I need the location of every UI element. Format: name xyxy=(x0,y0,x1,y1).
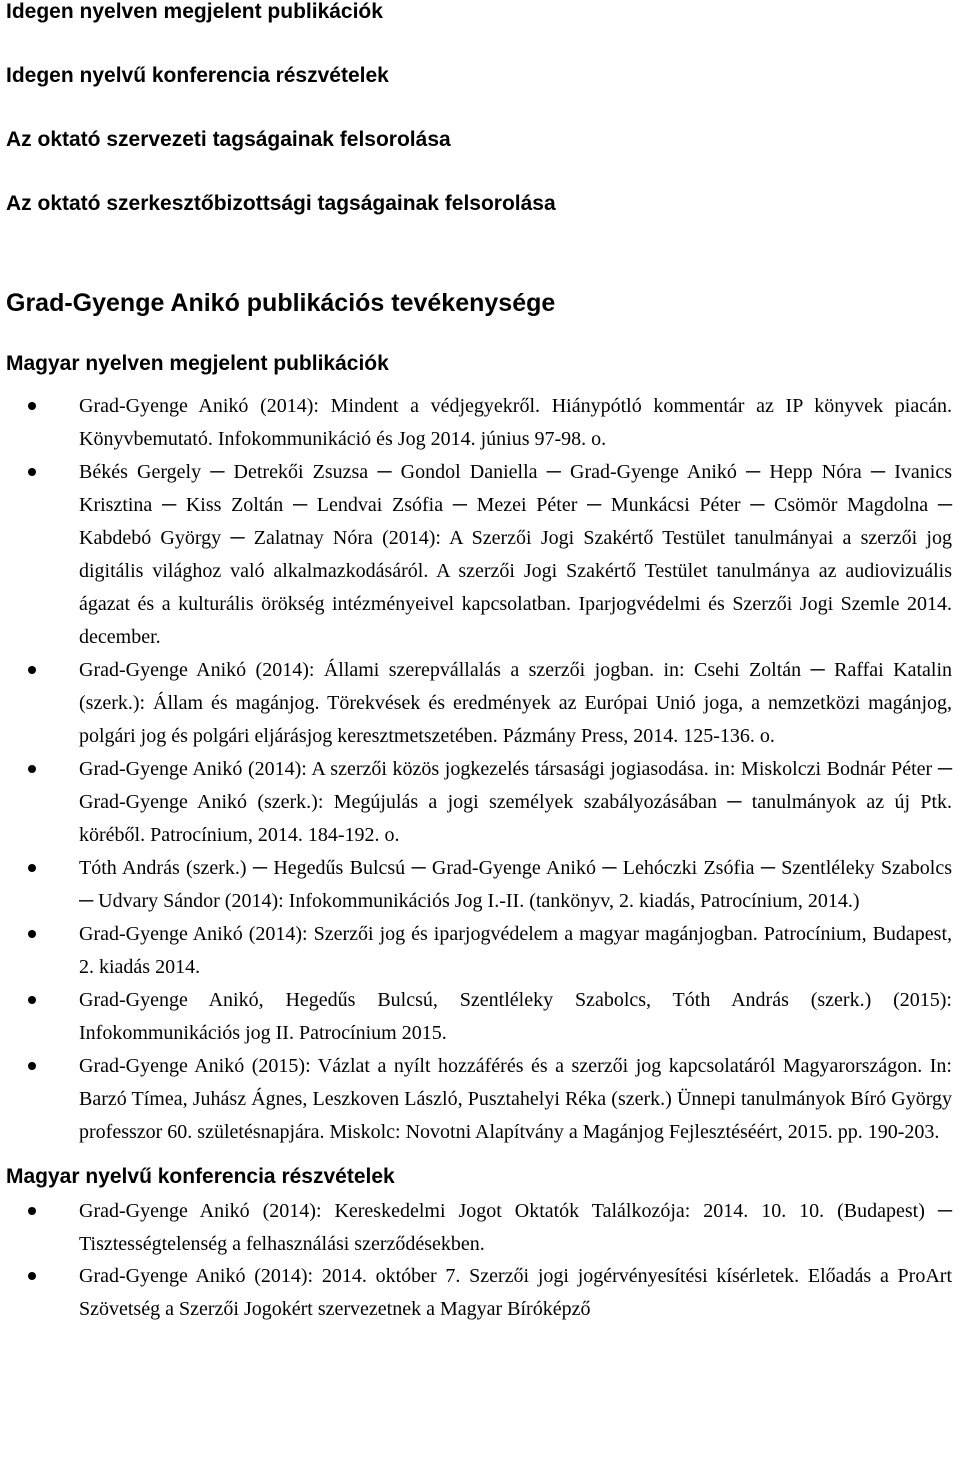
heading-hungarian-publications: Magyar nyelven megjelent publikációk xyxy=(6,352,389,375)
heading-foreign-conferences: Idegen nyelvű konferencia részvételek xyxy=(6,64,389,87)
list-item: Grad-Gyenge Anikó (2014): 2014. október 7. Szerzői jogi jogérvényesítési kísérletek. Előadás a ProArt Szövetség a Szerzői Jogokért szervezetnek a Magyar Bíróképző xyxy=(6,1260,954,1325)
list-item: Békés Gergely ─ Detrekői Zsuzsa ─ Gondol Daniella ─ Grad-Gyenge Anikó ─ Hepp Nóra ─ Ivanics Krisztina ─ Kiss Zoltán ─ Lendvai Zsófia ─ Mezei Péter ─ Munkácsi Péter ─ Csömör Magdolna ─ Kabdebó György ─ Zalatnay Nóra (2014): A Szerzői Jogi Szakértő Testület tanulmányai a szerzői jog digitális világhoz való alkalmazkodásáról. A szerzői Jogi Szakértő Testület tanulmánya az audiovizuális ágazat és a kulturális örökség intézményeivel kapcsolatban. Iparjogvédelmi és Szerzői Jogi Szemle 2014. december. xyxy=(6,456,954,654)
heading-hungarian-conferences: Magyar nyelvű konferencia részvételek xyxy=(6,1165,395,1188)
list-item: Grad-Gyenge Anikó, Hegedűs Bulcsú, Szentléleky Szabolcs, Tóth András (szerk.) (2015): Infokommunikációs jog II. Patrocínium 2015. xyxy=(6,984,954,1050)
list-item: Grad-Gyenge Anikó (2014): Mindent a védjegyekről. Hiánypótló kommentár az IP könyvek piacán. Könyvbemutató. Infokommunikáció és Jog 2014. június 97-98. o. xyxy=(6,390,954,456)
heading-editorial-boards: Az oktató szerkesztőbizottsági tagságainak felsorolása xyxy=(6,192,556,215)
conference-list xyxy=(6,1195,954,1325)
list-item: Grad-Gyenge Anikó (2015): Vázlat a nyílt hozzáférés és a szerzői jog kapcsolatáról Magyarországon. In: Barzó Tímea, Juhász Ágnes, Leszkoven László, Pusztahelyi Réka (szerk.) Ünnepi tanulmányok Bíró György professzor 60. születésnapjára. Miskolc: Novotni Alapítvány a Magánjog Fejlesztéséért, 2015. pp. 190-203. xyxy=(6,1050,954,1149)
list-item: Grad-Gyenge Anikó (2014): Kereskedelmi Jogot Oktatók Találkozója: 2014. 10. 10. (Budapest) ─ Tisztességtelenség a felhasználási szerződésekben. xyxy=(6,1195,954,1260)
list-item: Grad-Gyenge Anikó (2014): Állami szerepvállalás a szerzői jogban. in: Csehi Zoltán ─ Raffai Katalin (szerk.): Állam és magánjog. Törekvések és eredmények az Európai Unió joga, a nemzetközi magánjog, polgári jog és polgári eljárásjog keresztmetszetében. Pázmány Press, 2014. 125-136. o. xyxy=(6,654,954,753)
publication-list xyxy=(6,390,954,1149)
list-item: Tóth András (szerk.) ─ Hegedűs Bulcsú ─ Grad-Gyenge Anikó ─ Lehóczki Zsófia ─ Szentléleky Szabolcs ─ Udvary Sándor (2014): Infokommunikációs Jog I.-II. (tankönyv, 2. kiadás, Patrocínium, 2014.) xyxy=(6,852,954,918)
list-item: Grad-Gyenge Anikó (2014): Szerzői jog és iparjogvédelem a magyar magánjogban. Patrocínium, Budapest, 2. kiadás 2014. xyxy=(6,918,954,984)
heading-foreign-publications: Idegen nyelven megjelent publikációk xyxy=(6,0,383,23)
heading-publication-activity: Grad-Gyenge Anikó publikációs tevékenysége xyxy=(6,289,556,317)
heading-memberships: Az oktató szervezeti tagságainak felsorolása xyxy=(6,128,451,151)
list-item: Grad-Gyenge Anikó (2014): A szerzői közös jogkezelés társasági jogiasodása. in: Miskolczi Bodnár Péter ─ Grad-Gyenge Anikó (szerk.): Megújulás a jogi személyek szabályozásában ─ tanulmányok az új Ptk. köréből. Patrocínium, 2014. 184-192. o. xyxy=(6,753,954,852)
